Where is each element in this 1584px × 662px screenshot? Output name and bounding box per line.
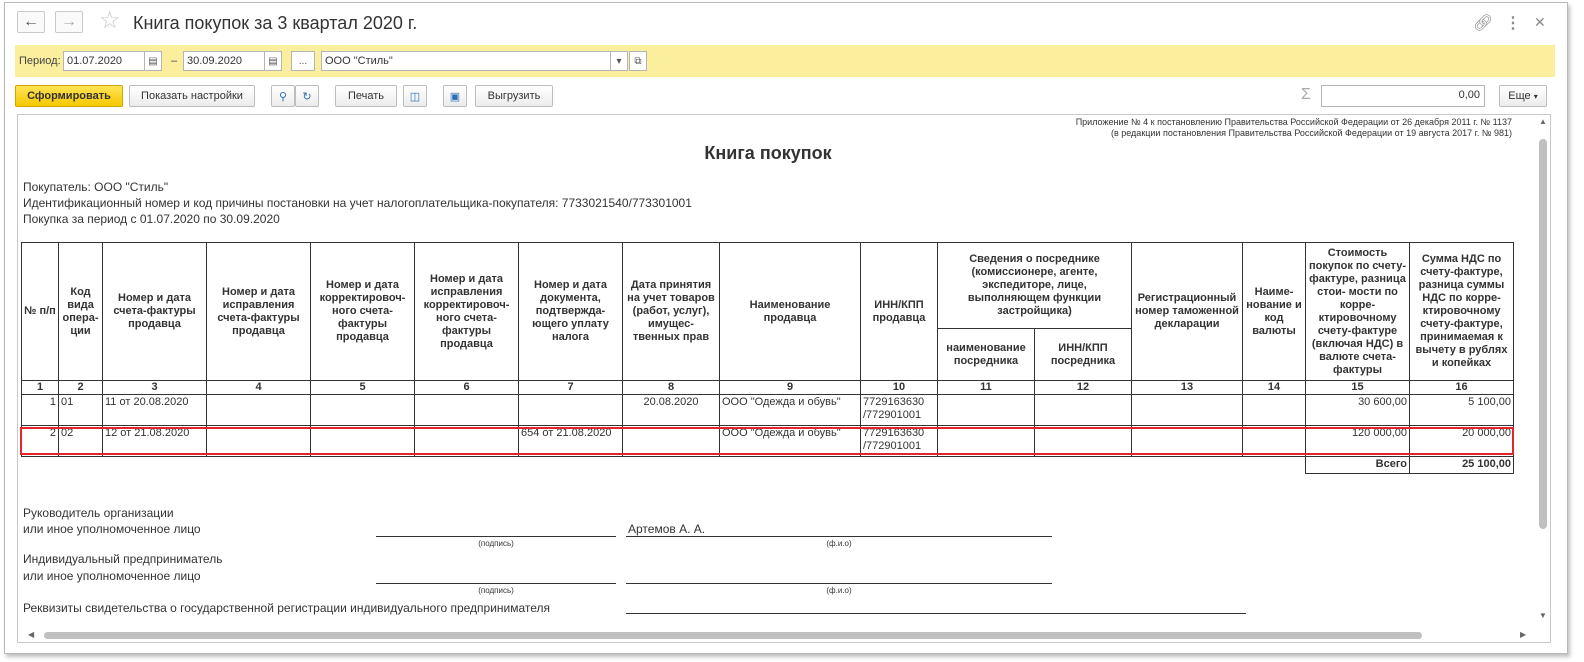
- column-number: 10: [861, 381, 938, 395]
- seller-cell: ООО "Одежда и обувь": [720, 426, 861, 457]
- report-window: [4, 2, 1568, 654]
- header-cell: Стоимость покупок по счету-фактуре, разница стои- мости по корре- ктировочному счету-фактуре (включая НДС) в валюте счета-фактуры: [1306, 243, 1410, 381]
- preview-button[interactable]: [403, 85, 427, 107]
- export-button[interactable]: Выгрузить: [475, 85, 553, 107]
- payment-doc-cell: [519, 395, 623, 426]
- column-number: 13: [1132, 381, 1243, 395]
- requisites-underline: [626, 613, 1246, 614]
- more-label: Еще: [1508, 90, 1531, 102]
- back-button[interactable]: [17, 11, 45, 33]
- preview-icon: ◫: [409, 90, 421, 103]
- more-vertical-icon[interactable]: ⋮: [1505, 15, 1521, 32]
- payment-doc-cell: 654 от 21.08.2020: [519, 426, 623, 457]
- signature-caption: (подпись): [478, 586, 514, 595]
- period-from-input[interactable]: 01.07.2020: [63, 51, 145, 71]
- accept-date-cell: 20.08.2020: [623, 395, 720, 426]
- seller-inn-cell: 7729163630 /772901001: [861, 395, 938, 426]
- window-title: Книга покупок за 3 квартал 2020 г.: [133, 13, 418, 33]
- requisites-line: Реквизиты свидетельства о государственной регистрации индивидуального предпринимателя: [23, 601, 551, 615]
- save-icon: ▣: [449, 90, 461, 103]
- row-number: 2: [22, 426, 59, 457]
- header-cell: Номер и дата счета-фактуры продавца: [103, 243, 207, 381]
- sum-field: 0,00: [1321, 85, 1485, 107]
- favorite-star-icon[interactable]: ☆: [99, 7, 121, 34]
- seller-cell: ООО "Одежда и обувь": [720, 395, 861, 426]
- period-to-input[interactable]: 30.09.2020: [183, 51, 265, 71]
- scroll-right-icon[interactable]: ▶: [1520, 630, 1527, 639]
- arrow-left-icon: ←: [23, 13, 39, 30]
- vat-cell: 20 000,00: [1410, 426, 1514, 457]
- horizontal-scroll-thumb[interactable]: [44, 632, 1422, 639]
- head-name: Артемов А. А.: [628, 522, 706, 536]
- column-number: 4: [207, 381, 311, 395]
- header-cell: Код вида опера- ции: [59, 243, 103, 381]
- report-area[interactable]: [17, 114, 1551, 643]
- period-line: Покупка за период с 01.07.2020 по 30.09.2020: [23, 212, 280, 226]
- table-row[interactable]: [22, 395, 1514, 426]
- table-row[interactable]: [22, 426, 1514, 457]
- arrow-right-icon: →: [61, 13, 77, 30]
- cost-cell: 120 000,00: [1306, 426, 1410, 457]
- link-icon[interactable]: 🔗︎: [1473, 15, 1494, 32]
- header-cell: № п/п: [22, 243, 59, 381]
- generate-button[interactable]: Сформировать: [15, 85, 123, 107]
- header-cell: Регистрационный номер таможенной декларации: [1132, 243, 1243, 381]
- header-cell: Наименование продавца: [720, 243, 861, 381]
- search-icon: ⚲: [278, 90, 288, 103]
- header-cell: Наиме- нование и код валюты: [1243, 243, 1306, 381]
- refresh-icon: ↻: [302, 90, 312, 103]
- seller-inn-cell: 7729163630 /772901001: [861, 426, 938, 457]
- scroll-left-icon[interactable]: ◀: [28, 630, 35, 639]
- column-number: 9: [720, 381, 861, 395]
- horizontal-scrollbar[interactable]: [18, 628, 1536, 642]
- vat-cell: 5 100,00: [1410, 395, 1514, 426]
- header-cell: Номер и дата исправления корректировоч- ного счета-фактуры продавца: [415, 243, 519, 381]
- total-label: Всего: [1306, 457, 1410, 474]
- column-number: 14: [1243, 381, 1306, 395]
- fio-line: [626, 536, 1052, 537]
- calendar-to-icon[interactable]: ▤: [264, 51, 282, 71]
- appendix-line-2: (в редакции постановления Правительства Российской Федерации от 19 августа 2017 г. № 981): [1110, 128, 1512, 138]
- column-number: 11: [938, 381, 1035, 395]
- column-number: 16: [1410, 381, 1514, 395]
- more-button[interactable]: [1499, 85, 1547, 107]
- column-number: 6: [415, 381, 519, 395]
- invoice-cell: 12 от 21.08.2020: [103, 426, 207, 457]
- header-cell: Номер и дата документа, подтвержда- ющего уплату налога: [519, 243, 623, 381]
- head-line-1: Руководитель организации: [23, 506, 174, 520]
- header-cell-intermediary: Сведения о посреднике (комиссионере, агенте, экспедиторе, лице, выполняющем функции застройщика): [938, 243, 1132, 329]
- close-icon[interactable]: ✕: [1534, 14, 1546, 30]
- save-button[interactable]: [443, 85, 467, 107]
- header-cell: Номер и дата корректировоч- ного счета-фактуры продавца: [311, 243, 415, 381]
- column-number: 12: [1035, 381, 1132, 395]
- period-bar: [15, 45, 1555, 77]
- fio-caption: (ф.и.о): [826, 539, 852, 548]
- signature-line: [376, 583, 616, 584]
- invoice-cell: 11 от 20.08.2020: [103, 395, 207, 426]
- fio-line: [626, 583, 1052, 584]
- chevron-down-icon[interactable]: ▾: [610, 51, 628, 71]
- organization-select[interactable]: ООО "Стиль": [321, 51, 611, 71]
- period-dash: –: [171, 55, 178, 67]
- column-number: 2: [59, 381, 103, 395]
- column-number: 5: [311, 381, 415, 395]
- chevron-down-icon: ▾: [1533, 91, 1538, 101]
- header-cell: Сумма НДС по счету-фактуре, разница суммы НДС по корре- ктировочному счету-фактуре, принимаемая к вычету в рублях и копейках: [1410, 243, 1514, 381]
- scroll-down-icon[interactable]: ▼: [1539, 611, 1547, 620]
- period-select-button[interactable]: ...: [291, 51, 315, 71]
- open-organization-icon[interactable]: ⧉: [629, 51, 647, 71]
- column-number: 3: [103, 381, 207, 395]
- fio-caption: (ф.и.о): [826, 586, 852, 595]
- column-number: 15: [1306, 381, 1410, 395]
- header-cell: наименование посредника: [938, 329, 1035, 381]
- ip-line-2: или иное уполномоченное лицо: [23, 569, 201, 583]
- header-cell: Дата принятия на учет товаров (работ, услуг), имущес- твенных прав: [623, 243, 720, 381]
- signature-caption: (подпись): [478, 539, 514, 548]
- appendix-line-1: Приложение № 4 к постановлению Правительства Российской Федерации от 26 декабря 2011 г. № 1137: [1075, 117, 1512, 127]
- accept-date-cell: [623, 426, 720, 457]
- forward-button[interactable]: [55, 11, 83, 33]
- column-number: 7: [519, 381, 623, 395]
- header-cell: Номер и дата исправления счета-фактуры продавца: [207, 243, 311, 381]
- inn-line: Идентификационный номер и код причины постановки на учет налогоплательщика-покупателя: 7733021540/773301001: [23, 196, 692, 210]
- print-button[interactable]: Печать: [335, 85, 397, 107]
- cost-cell: 30 600,00: [1306, 395, 1410, 426]
- operation-code: 02: [59, 426, 103, 457]
- column-number: 8: [623, 381, 720, 395]
- show-settings-button[interactable]: Показать настройки: [129, 85, 255, 107]
- vertical-scroll-thumb[interactable]: [1539, 139, 1547, 529]
- sum-icon: Σ: [1301, 86, 1311, 103]
- search-button[interactable]: [271, 85, 295, 107]
- total-value: 25 100,00: [1410, 457, 1514, 474]
- report-title: Книга покупок: [704, 143, 832, 163]
- refresh-search-button[interactable]: [295, 85, 319, 107]
- scroll-up-icon[interactable]: ▲: [1539, 117, 1547, 126]
- header-cell: ИНН/КПП продавца: [861, 243, 938, 381]
- purchase-book-table: [21, 242, 1514, 474]
- head-line-2: или иное уполномоченное лицо: [23, 522, 201, 536]
- column-number: 1: [22, 381, 59, 395]
- calendar-from-icon[interactable]: ▤: [144, 51, 162, 71]
- row-number: 1: [22, 395, 59, 426]
- period-label: Период:: [19, 55, 61, 67]
- ip-line-1: Индивидуальный предприниматель: [23, 552, 223, 566]
- operation-code: 01: [59, 395, 103, 426]
- header-cell: ИНН/КПП посредника: [1035, 329, 1132, 381]
- vertical-scrollbar[interactable]: [1536, 115, 1550, 642]
- signature-line: [376, 536, 616, 537]
- buyer-line: Покупатель: ООО "Стиль": [23, 180, 169, 194]
